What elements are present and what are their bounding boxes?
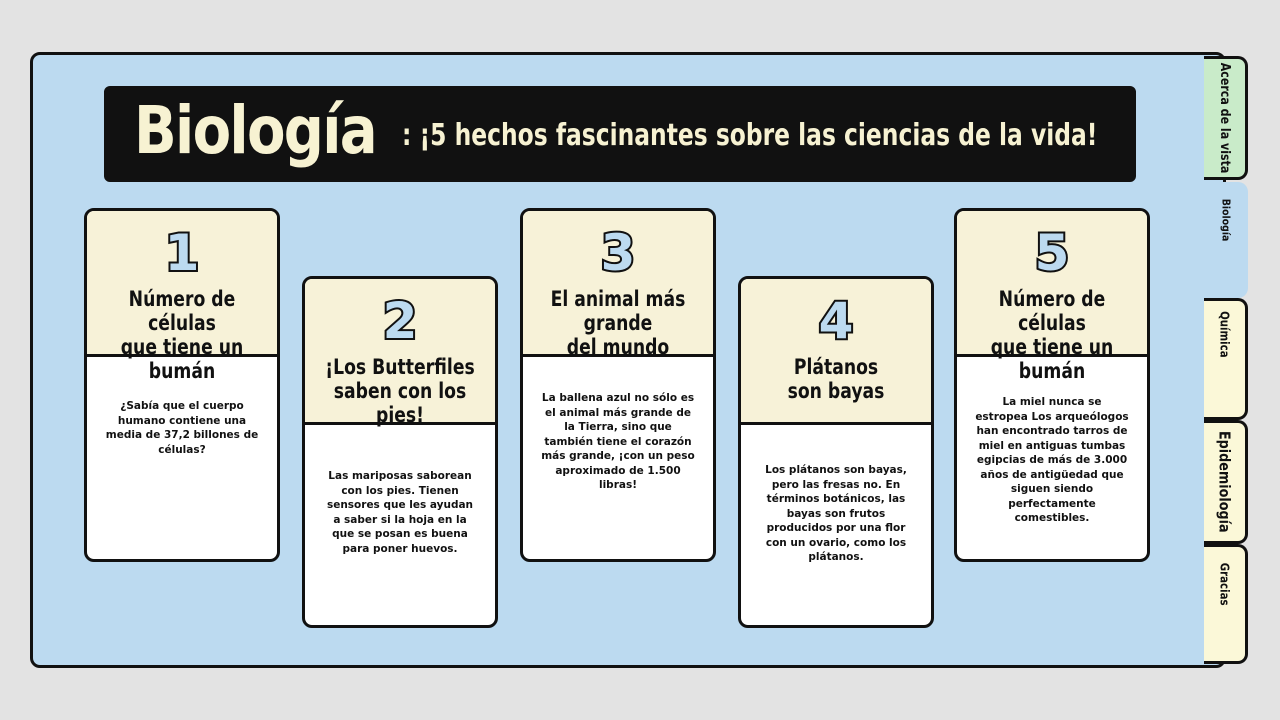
fact-text: ¿Sabía que el cuerpo humano contiene una media de 37,2 billones de células? xyxy=(105,400,259,456)
fact-card-1 xyxy=(84,208,280,562)
tab-acerca-de-la-vista[interactable] xyxy=(1204,56,1248,180)
fact-card-header xyxy=(305,279,495,425)
tab-label: Química xyxy=(1217,310,1232,358)
fact-number: 5 xyxy=(1034,224,1070,282)
tab-label: Biología xyxy=(1219,198,1233,242)
fact-card-header xyxy=(957,211,1147,383)
fact-card-header xyxy=(523,211,713,357)
fact-text: Los plátanos son bayas, pero las fresas no. En términos botánicos, las bayas son frutos producidos por una flor con un ovario, como los plátanos. xyxy=(765,464,907,563)
fact-title: Número de células que tiene un bumán xyxy=(990,287,1114,383)
fact-number: 1 xyxy=(164,224,200,282)
tab-label: Gracias xyxy=(1217,562,1232,606)
fact-card-4 xyxy=(738,276,934,628)
fact-card-5 xyxy=(954,208,1150,562)
tab-label: Epidemiología xyxy=(1215,431,1234,533)
fact-number: 2 xyxy=(382,292,418,350)
fact-number: 4 xyxy=(818,292,854,350)
fact-card-2 xyxy=(302,276,498,628)
fact-number: 3 xyxy=(600,224,636,282)
fact-card-header xyxy=(741,279,931,425)
tab-quimica[interactable] xyxy=(1204,298,1248,420)
fact-text: La ballena azul no sólo es el animal más grande de la Tierra, sino que también tiene el corazón más grande, ¡con un peso aproximado de 1.500 libras! xyxy=(541,392,695,491)
fact-title: Número de células que tiene un bumán xyxy=(120,287,244,383)
fact-title: ¡Los Butterfiles saben con los pies! xyxy=(325,355,475,427)
tab-gracias[interactable] xyxy=(1204,544,1248,664)
fact-title: El animal más grande del mundo xyxy=(550,287,686,359)
tab-biologia[interactable] xyxy=(1204,182,1248,298)
page-title: Biología xyxy=(134,92,376,169)
fact-card-header xyxy=(87,211,277,383)
tab-epidemiologia[interactable] xyxy=(1204,420,1248,544)
tab-label: Acerca de la vista xyxy=(1217,62,1232,174)
fact-text: La miel nunca se estropea Los arqueólogos han encontrado tarros de miel en antiguas tumbas egipcias de más de 3.000 años de antigüedad que siguen siendo perfectamente comestibles. xyxy=(975,396,1129,524)
page-subtitle: : ¡5 hechos fascinantes sobre las ciencias de la vida! xyxy=(402,118,1098,153)
fact-card-3 xyxy=(520,208,716,562)
fact-text: Las mariposas saborean con los pies. Tienen sensores que les ayudan a saber si la hoja en la que se posan es buena para poner huevos. xyxy=(326,470,474,555)
fact-title: Plátanos son bayas xyxy=(787,355,885,403)
